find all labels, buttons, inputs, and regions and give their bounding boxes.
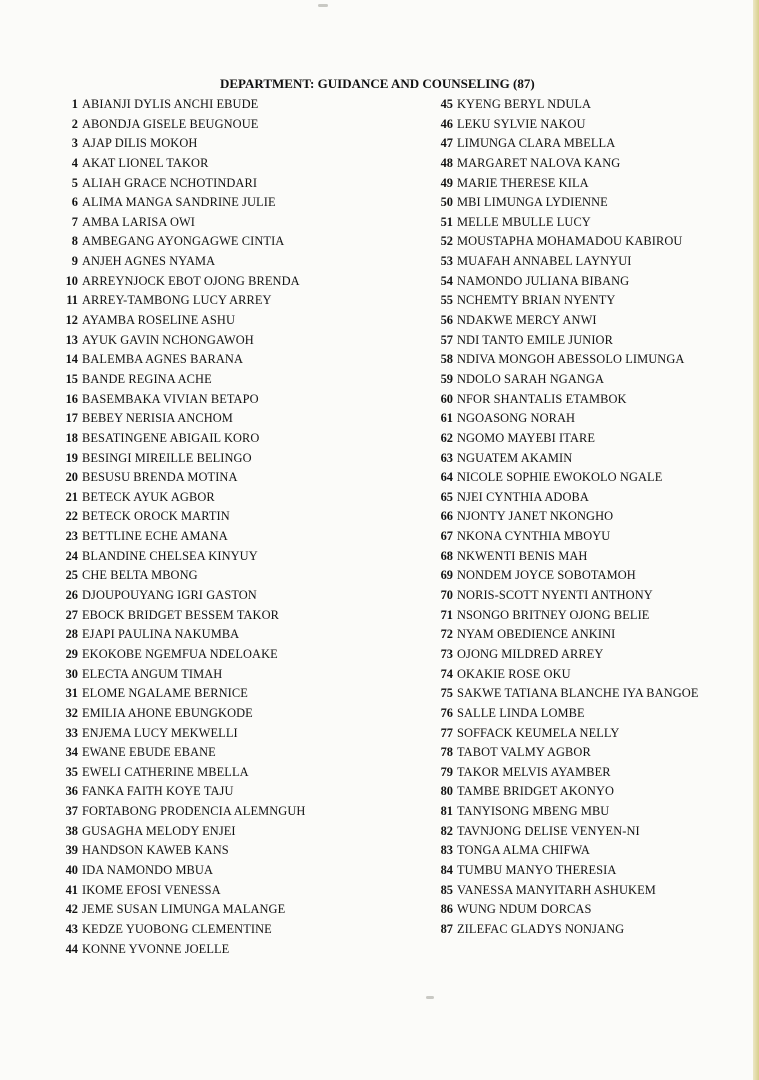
list-item-name: NICOLE SOPHIE EWOKOLO NGALE bbox=[457, 470, 663, 485]
list-item-number: 30 bbox=[65, 666, 78, 681]
list-item bbox=[435, 134, 753, 154]
list-item bbox=[58, 724, 428, 744]
list-item bbox=[58, 586, 428, 606]
list-item-number: 87 bbox=[440, 921, 453, 936]
list-item-name: KEDZE YUOBONG CLEMENTINE bbox=[82, 921, 272, 936]
list-item bbox=[58, 331, 428, 351]
list-item-name: ENJEMA LUCY MEKWELLI bbox=[82, 725, 238, 740]
list-item bbox=[58, 940, 428, 960]
list-item bbox=[58, 606, 428, 626]
list-item-name: BESUSU BRENDA MOTINA bbox=[82, 470, 238, 485]
list-item bbox=[435, 193, 753, 213]
list-item bbox=[58, 782, 428, 802]
list-item-number: 51 bbox=[440, 214, 453, 229]
list-item-name: TAMBE BRIDGET AKONYO bbox=[457, 784, 615, 799]
list-item-number: 71 bbox=[440, 607, 453, 622]
list-item-number: 14 bbox=[65, 352, 78, 367]
list-item bbox=[435, 645, 753, 665]
list-item bbox=[58, 154, 428, 174]
list-item bbox=[435, 704, 753, 724]
list-item bbox=[58, 468, 428, 488]
list-item bbox=[435, 606, 753, 626]
list-item bbox=[58, 134, 428, 154]
list-item-number: 49 bbox=[440, 175, 453, 190]
list-item-name: BASEMBAKA VIVIAN BETAPO bbox=[82, 391, 259, 406]
list-item bbox=[435, 665, 753, 685]
list-item-name: TABOT VALMY AGBOR bbox=[457, 745, 591, 760]
list-item-number: 37 bbox=[65, 804, 78, 819]
list-item-number: 12 bbox=[65, 313, 78, 328]
list-item-number: 74 bbox=[440, 666, 453, 681]
list-item-number: 18 bbox=[65, 430, 78, 445]
list-item bbox=[435, 763, 753, 783]
list-item-name: ELOME NGALAME BERNICE bbox=[82, 686, 248, 701]
list-item bbox=[435, 684, 753, 704]
list-item-number: 15 bbox=[65, 371, 78, 386]
scan-speck bbox=[318, 4, 328, 7]
list-item bbox=[58, 645, 428, 665]
list-item bbox=[58, 429, 428, 449]
list-item-name: ALIMA MANGA SANDRINE JULIE bbox=[82, 195, 276, 210]
list-item-name: NORIS-SCOTT NYENTI ANTHONY bbox=[457, 588, 653, 603]
list-item bbox=[58, 174, 428, 194]
list-item bbox=[435, 861, 753, 881]
list-item-number: 44 bbox=[65, 941, 78, 956]
list-item bbox=[435, 429, 753, 449]
list-item-name: BETECK AYUK AGBOR bbox=[82, 489, 215, 504]
list-item-number: 39 bbox=[65, 843, 78, 858]
list-item bbox=[435, 350, 753, 370]
list-item bbox=[435, 547, 753, 567]
list-item bbox=[58, 252, 428, 272]
list-item-number: 29 bbox=[65, 646, 78, 661]
list-item bbox=[435, 154, 753, 174]
list-item-number: 48 bbox=[440, 155, 453, 170]
list-item-name: NDOLO SARAH NGANGA bbox=[457, 371, 605, 386]
list-item-number: 10 bbox=[65, 273, 78, 288]
list-item-name: CHE BELTA MBONG bbox=[82, 568, 198, 583]
list-item-name: EMILIA AHONE EBUNGKODE bbox=[82, 705, 253, 720]
list-item bbox=[435, 566, 753, 586]
list-item-name: NJONTY JANET NKONGHO bbox=[457, 509, 614, 524]
list-item-name: ZILEFAC GLADYS NONJANG bbox=[457, 921, 625, 936]
list-item-name: LIMUNGA CLARA MBELLA bbox=[457, 136, 616, 151]
list-item bbox=[58, 665, 428, 685]
list-item-number: 65 bbox=[440, 489, 453, 504]
list-item-number: 35 bbox=[65, 764, 78, 779]
list-item-number: 58 bbox=[440, 352, 453, 367]
list-item-number: 41 bbox=[65, 882, 78, 897]
list-item-name: MARIE THERESE KILA bbox=[457, 175, 589, 190]
list-item-number: 63 bbox=[440, 450, 453, 465]
page-edge-shadow bbox=[753, 0, 759, 1080]
list-item-name: BALEMBA AGNES BARANA bbox=[82, 352, 244, 367]
list-item-name: TAVNJONG DELISE VENYEN-NI bbox=[457, 823, 640, 838]
list-item-name: NSONGO BRITNEY OJONG BELIE bbox=[457, 607, 650, 622]
list-item-number: 70 bbox=[440, 588, 453, 603]
list-item-name: BESINGI MIREILLE BELINGO bbox=[82, 450, 252, 465]
list-item-number: 73 bbox=[440, 646, 453, 661]
list-item bbox=[58, 881, 428, 901]
list-item-number: 86 bbox=[440, 902, 453, 917]
name-list-left-column bbox=[58, 95, 428, 959]
list-item bbox=[58, 350, 428, 370]
list-item-number: 22 bbox=[65, 509, 78, 524]
list-item-name: FANKA FAITH KOYE TAJU bbox=[82, 784, 234, 799]
list-item bbox=[58, 527, 428, 547]
list-item bbox=[435, 331, 753, 351]
list-item-number: 9 bbox=[71, 254, 78, 269]
list-item-name: FORTABONG PRODENCIA ALEMNGUH bbox=[82, 804, 306, 819]
list-item-name: TAKOR MELVIS AYAMBER bbox=[457, 764, 611, 779]
page-title: DEPARTMENT: GUIDANCE AND COUNSELING (87) bbox=[220, 76, 535, 91]
list-item-number: 6 bbox=[71, 195, 78, 210]
list-item-name: ABONDJA GISELE BEUGNOUE bbox=[82, 116, 259, 131]
scan-speck bbox=[426, 996, 434, 999]
list-item bbox=[435, 488, 753, 508]
list-item bbox=[58, 311, 428, 331]
list-item-name: BLANDINE CHELSEA KINYUY bbox=[82, 548, 258, 563]
list-item-number: 55 bbox=[440, 293, 453, 308]
list-item-name: SALLE LINDA LOMBE bbox=[457, 705, 585, 720]
list-item-number: 79 bbox=[440, 764, 453, 779]
list-item-number: 13 bbox=[65, 332, 78, 347]
list-item-name: JEME SUSAN LIMUNGA MALANGE bbox=[82, 902, 286, 917]
list-item bbox=[58, 763, 428, 783]
list-item bbox=[435, 370, 753, 390]
list-item-name: VANESSA MANYITARH ASHUKEM bbox=[457, 882, 656, 897]
list-item-name: IKOME EFOSI VENESSA bbox=[82, 882, 221, 897]
list-item-number: 54 bbox=[440, 273, 453, 288]
list-item bbox=[58, 900, 428, 920]
list-item bbox=[435, 390, 753, 410]
list-item-number: 78 bbox=[440, 745, 453, 760]
list-item-name: SOFFACK KEUMELA NELLY bbox=[457, 725, 620, 740]
list-item-number: 7 bbox=[71, 214, 78, 229]
list-item-name: NGOASONG NORAH bbox=[457, 411, 576, 426]
list-item-number: 46 bbox=[440, 116, 453, 131]
list-item-number: 47 bbox=[440, 136, 453, 151]
list-item bbox=[435, 782, 753, 802]
list-item bbox=[58, 704, 428, 724]
list-item bbox=[435, 743, 753, 763]
list-item bbox=[435, 527, 753, 547]
list-item-name: AMBEGANG AYONGAGWE CINTIA bbox=[82, 234, 285, 249]
list-item-number: 85 bbox=[440, 882, 453, 897]
list-item-number: 17 bbox=[65, 411, 78, 426]
list-item bbox=[58, 507, 428, 527]
list-item bbox=[58, 488, 428, 508]
list-item bbox=[435, 507, 753, 527]
list-item-number: 61 bbox=[440, 411, 453, 426]
list-item-number: 40 bbox=[65, 862, 78, 877]
list-item-name: SAKWE TATIANA BLANCHE IYA BANGOE bbox=[457, 686, 699, 701]
list-item-name: EKOKOBE NGEMFUA NDELOAKE bbox=[82, 646, 278, 661]
list-item bbox=[435, 625, 753, 645]
list-item-name: ARREYNJOCK EBOT OJONG BRENDA bbox=[82, 273, 300, 288]
list-item-number: 5 bbox=[71, 175, 78, 190]
list-item bbox=[58, 291, 428, 311]
list-item-name: EWELI CATHERINE MBELLA bbox=[82, 764, 249, 779]
list-item-number: 28 bbox=[65, 627, 78, 642]
list-item-number: 32 bbox=[65, 705, 78, 720]
list-item-name: GUSAGHA MELODY ENJEI bbox=[82, 823, 236, 838]
list-item-number: 23 bbox=[65, 529, 78, 544]
list-item-number: 67 bbox=[440, 529, 453, 544]
list-item bbox=[435, 272, 753, 292]
list-item-number: 75 bbox=[440, 686, 453, 701]
list-item-name: EWANE EBUDE EBANE bbox=[82, 745, 216, 760]
list-item-number: 60 bbox=[440, 391, 453, 406]
list-item-number: 25 bbox=[65, 568, 78, 583]
list-item bbox=[58, 449, 428, 469]
list-item-name: ARREY-TAMBONG LUCY ARREY bbox=[82, 293, 272, 308]
list-item-name: AKAT LIONEL TAKOR bbox=[82, 155, 209, 170]
list-item-number: 11 bbox=[66, 293, 78, 308]
list-item-name: KONNE YVONNE JOELLE bbox=[82, 941, 230, 956]
list-item-number: 56 bbox=[440, 313, 453, 328]
list-item bbox=[58, 841, 428, 861]
list-item-name: WUNG NDUM DORCAS bbox=[457, 902, 592, 917]
list-item bbox=[435, 920, 753, 940]
list-item bbox=[435, 900, 753, 920]
list-item-number: 83 bbox=[440, 843, 453, 858]
list-item bbox=[435, 311, 753, 331]
list-item-name: EBOCK BRIDGET BESSEM TAKOR bbox=[82, 607, 280, 622]
list-item-number: 80 bbox=[440, 784, 453, 799]
list-item bbox=[435, 291, 753, 311]
list-item-name: NDIVA MONGOH ABESSOLO LIMUNGA bbox=[457, 352, 685, 367]
list-item bbox=[58, 547, 428, 567]
list-item-number: 52 bbox=[440, 234, 453, 249]
list-item-number: 66 bbox=[440, 509, 453, 524]
list-item bbox=[58, 566, 428, 586]
list-item-number: 45 bbox=[440, 97, 453, 111]
list-item-number: 57 bbox=[440, 332, 453, 347]
list-item bbox=[435, 449, 753, 469]
list-item bbox=[58, 115, 428, 135]
list-item-number: 21 bbox=[65, 489, 78, 504]
list-item bbox=[58, 95, 428, 115]
list-item bbox=[435, 802, 753, 822]
list-item-name: NKWENTI BENIS MAH bbox=[457, 548, 588, 563]
list-item bbox=[58, 684, 428, 704]
list-item-number: 64 bbox=[440, 470, 453, 485]
list-item-name: NYAM OBEDIENCE ANKINI bbox=[457, 627, 616, 642]
list-item-number: 53 bbox=[440, 254, 453, 269]
list-item-name: NCHEMTY BRIAN NYENTY bbox=[457, 293, 616, 308]
list-item-name: TUMBU MANYO THERESIA bbox=[457, 862, 617, 877]
list-item-name: NFOR SHANTALIS ETAMBOK bbox=[457, 391, 627, 406]
list-item bbox=[58, 920, 428, 940]
list-item-name: AYUK GAVIN NCHONGAWOH bbox=[82, 332, 254, 347]
list-item-name: NKONA CYNTHIA MBOYU bbox=[457, 529, 611, 544]
list-item bbox=[58, 232, 428, 252]
list-item bbox=[58, 861, 428, 881]
list-item-number: 36 bbox=[65, 784, 78, 799]
list-item-number: 20 bbox=[65, 470, 78, 485]
list-item-number: 81 bbox=[440, 804, 453, 819]
list-item-number: 16 bbox=[65, 391, 78, 406]
list-item-name: BETECK OROCK MARTIN bbox=[82, 509, 230, 524]
list-item-number: 3 bbox=[71, 136, 78, 151]
list-item-number: 26 bbox=[65, 588, 78, 603]
list-item-number: 82 bbox=[440, 823, 453, 838]
list-item-number: 19 bbox=[65, 450, 78, 465]
list-item bbox=[435, 724, 753, 744]
list-item-name: MBI LIMUNGA LYDIENNE bbox=[457, 195, 608, 210]
list-item-name: TANYISONG MBENG MBU bbox=[457, 804, 610, 819]
list-item-number: 77 bbox=[440, 725, 453, 740]
list-item-number: 62 bbox=[440, 430, 453, 445]
list-item bbox=[58, 370, 428, 390]
list-item bbox=[435, 115, 753, 135]
list-item bbox=[58, 193, 428, 213]
list-item bbox=[435, 232, 753, 252]
list-item-name: OJONG MILDRED ARREY bbox=[457, 646, 604, 661]
list-item-number: 43 bbox=[65, 921, 78, 936]
list-item bbox=[435, 822, 753, 842]
list-item-name: EJAPI PAULINA NAKUMBA bbox=[82, 627, 240, 642]
list-item-name: MOUSTAPHA MOHAMADOU KABIROU bbox=[457, 234, 683, 249]
list-item-name: DJOUPOUYANG IGRI GASTON bbox=[82, 588, 257, 603]
list-item-number: 24 bbox=[65, 548, 78, 563]
list-item-name: HANDSON KAWEB KANS bbox=[82, 843, 229, 858]
list-item bbox=[58, 743, 428, 763]
list-item-number: 68 bbox=[440, 548, 453, 563]
list-item-name: NAMONDO JULIANA BIBANG bbox=[457, 273, 630, 288]
list-item-number: 4 bbox=[71, 155, 78, 170]
list-item bbox=[435, 881, 753, 901]
list-item-name: ANJEH AGNES NYAMA bbox=[82, 254, 216, 269]
list-item-name: OKAKIE ROSE OKU bbox=[457, 666, 571, 681]
list-item-name: BANDE REGINA ACHE bbox=[82, 371, 212, 386]
list-item-number: 34 bbox=[65, 745, 78, 760]
list-item bbox=[435, 586, 753, 606]
list-item bbox=[58, 409, 428, 429]
list-item-number: 50 bbox=[440, 195, 453, 210]
list-item-number: 8 bbox=[71, 234, 78, 249]
list-item-name: ABIANJI DYLIS ANCHI EBUDE bbox=[82, 97, 259, 111]
list-item-name: LEKU SYLVIE NAKOU bbox=[457, 116, 586, 131]
list-item bbox=[435, 468, 753, 488]
list-item bbox=[435, 213, 753, 233]
list-item-name: NGUATEM AKAMIN bbox=[457, 450, 573, 465]
list-item bbox=[435, 252, 753, 272]
list-item bbox=[58, 390, 428, 410]
list-item-number: 27 bbox=[65, 607, 78, 622]
list-item-name: ALIAH GRACE NCHOTINDARI bbox=[82, 175, 258, 190]
list-item-name: BETTLINE ECHE AMANA bbox=[82, 529, 228, 544]
list-item-name: KYENG BERYL NDULA bbox=[457, 97, 592, 111]
list-item-number: 2 bbox=[71, 116, 78, 131]
list-item-number: 42 bbox=[65, 902, 78, 917]
list-item bbox=[58, 213, 428, 233]
list-item-name: BESATINGENE ABIGAIL KORO bbox=[82, 430, 260, 445]
list-item bbox=[58, 822, 428, 842]
list-item-number: 31 bbox=[65, 686, 78, 701]
list-item-number: 76 bbox=[440, 705, 453, 720]
list-item-name: MUAFAH ANNABEL LAYNYUI bbox=[457, 254, 632, 269]
list-item-name: MARGARET NALOVA KANG bbox=[457, 155, 621, 170]
list-item bbox=[58, 272, 428, 292]
list-item bbox=[58, 625, 428, 645]
list-item-name: NJEI CYNTHIA ADOBA bbox=[457, 489, 589, 504]
list-item-number: 69 bbox=[440, 568, 453, 583]
list-item bbox=[435, 409, 753, 429]
list-item-name: TONGA ALMA CHIFWA bbox=[457, 843, 590, 858]
list-item bbox=[435, 95, 753, 115]
list-item-number: 38 bbox=[65, 823, 78, 838]
list-item-number: 72 bbox=[440, 627, 453, 642]
list-item bbox=[435, 174, 753, 194]
name-list-right-column bbox=[435, 95, 753, 940]
list-item-name: BEBEY NERISIA ANCHOM bbox=[82, 411, 233, 426]
list-item-name: AJAP DILIS MOKOH bbox=[82, 136, 198, 151]
list-item-name: NDAKWE MERCY ANWI bbox=[457, 313, 597, 328]
list-item-number: 84 bbox=[440, 862, 453, 877]
list-item-number: 1 bbox=[71, 97, 78, 111]
list-item-name: NGOMO MAYEBI ITARE bbox=[457, 430, 596, 445]
list-item-name: ELECTA ANGUM TIMAH bbox=[82, 666, 223, 681]
list-item-name: MELLE MBULLE LUCY bbox=[457, 214, 591, 229]
list-item-number: 33 bbox=[65, 725, 78, 740]
list-item-name: NDI TANTO EMILE JUNIOR bbox=[457, 332, 613, 347]
list-item bbox=[58, 802, 428, 822]
list-item-number: 59 bbox=[440, 371, 453, 386]
list-item-name: NONDEM JOYCE SOBOTAMOH bbox=[457, 568, 636, 583]
list-item-name: IDA NAMONDO MBUA bbox=[82, 862, 214, 877]
list-item bbox=[435, 841, 753, 861]
list-item-name: AYAMBA ROSELINE ASHU bbox=[82, 313, 236, 328]
list-item-name: AMBA LARISA OWI bbox=[82, 214, 196, 229]
